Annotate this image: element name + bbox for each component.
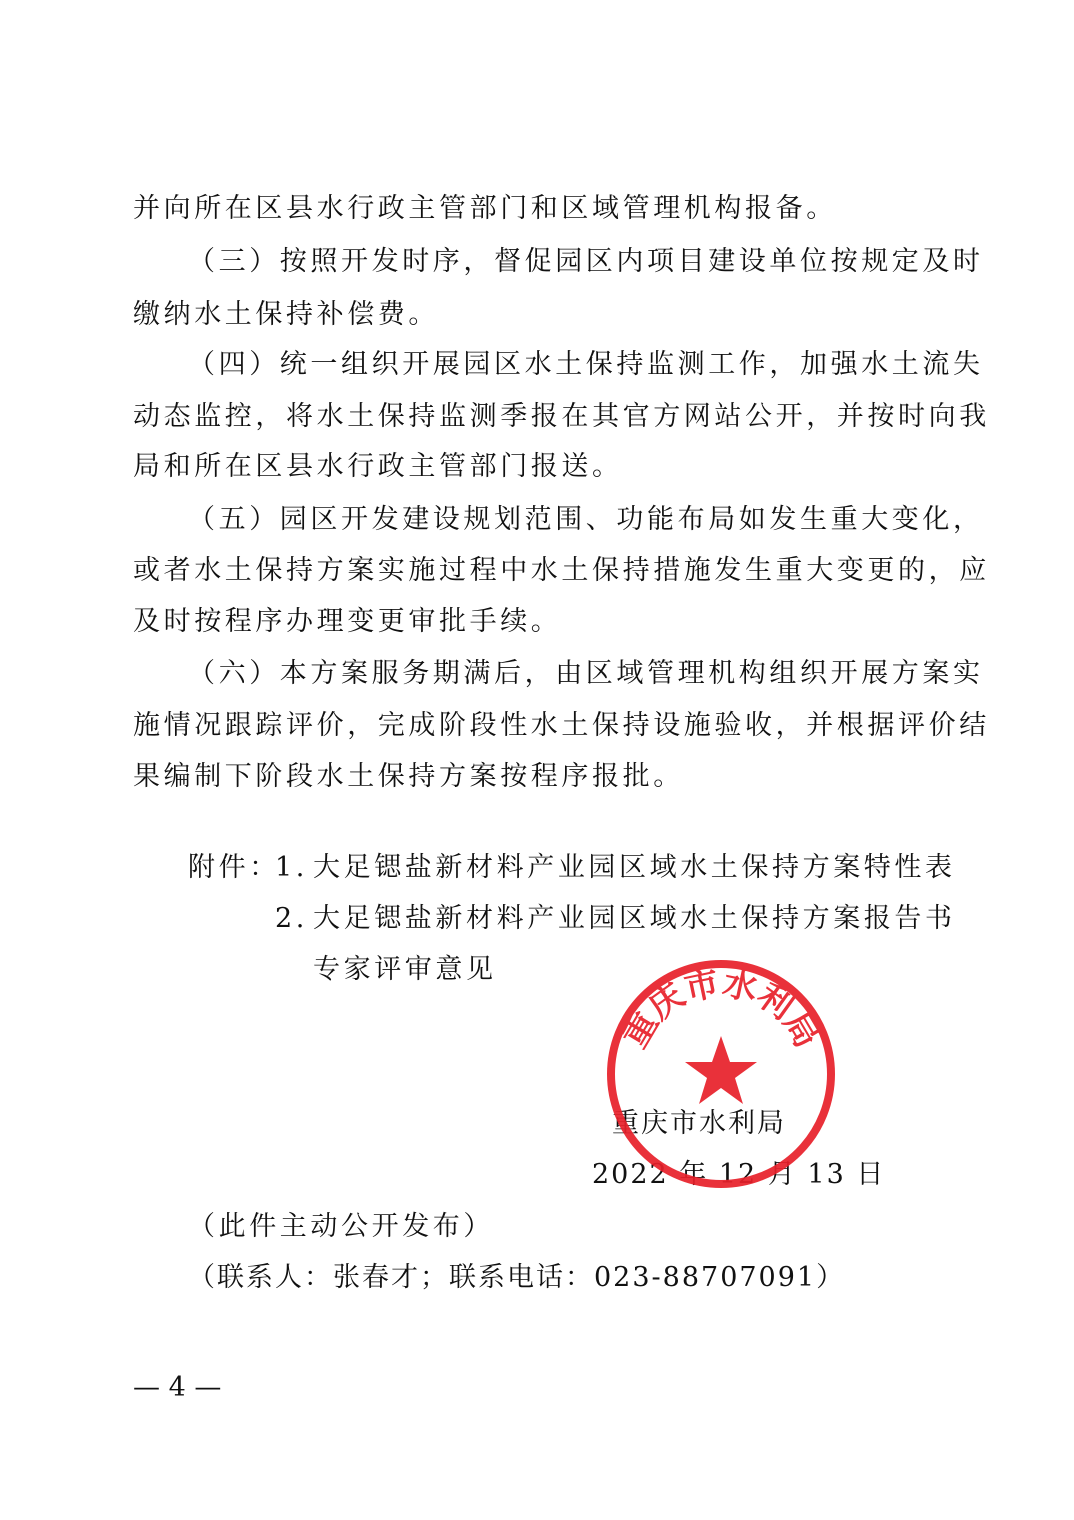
paragraph-line: 施情况跟踪评价，完成阶段性水土保持设施验收，并根据评价结 [133,710,990,741]
seal-text: 重庆市水利局 [615,963,827,1055]
attachment-number: 1. [275,852,308,883]
signature-date: 2022 年 12 月 13 日 [592,1159,886,1190]
paragraph-line: 及时按程序办理变更审批手续。 [133,606,562,637]
paragraph-line: 或者水土保持方案实施过程中水土保持措施发生重大变更的，应 [133,555,990,586]
attachment-number: 2. [275,903,308,934]
paragraph-line: 缴纳水土保持补偿费。 [133,299,439,330]
attachments-label: 附件： [188,852,280,883]
paragraph-line: 动态监控，将水土保持监测季报在其官方网站公开，并按时向我 [133,401,990,432]
page-number: — 4 — [133,1372,222,1403]
paragraph-line: （五）园区开发建设规划范围、功能布局如发生重大变化， [188,504,984,535]
contact-note: （联系人：张春才；联系电话：023-88707091） [188,1262,846,1293]
paragraph-line: （四）统一组织开展园区水土保持监测工作，加强水土流失 [188,349,984,380]
paragraph-line: 并向所在区县水行政主管部门和区域管理机构报备。 [133,193,837,224]
attachment-title: 大足锶盐新材料产业园区域水土保持方案特性表 [313,852,956,883]
paragraph-line: （三）按照开发时序，督促园区内项目建设单位按规定及时 [188,246,984,277]
paragraph-line: （六）本方案服务期满后，由区域管理机构组织开展方案实 [188,658,984,689]
official-seal [605,958,837,1190]
attachment-title-continued: 专家评审意见 [313,954,497,985]
attachment-title: 大足锶盐新材料产业园区域水土保持方案报告书 [313,903,956,934]
paragraph-line: 局和所在区县水行政主管部门报送。 [133,451,623,482]
paragraph-line: 果编制下阶段水土保持方案按程序报批。 [133,761,684,792]
seal-star-icon [685,1036,757,1104]
signature-org: 重庆市水利局 [612,1108,786,1139]
publication-note: （此件主动公开发布） [188,1211,494,1242]
